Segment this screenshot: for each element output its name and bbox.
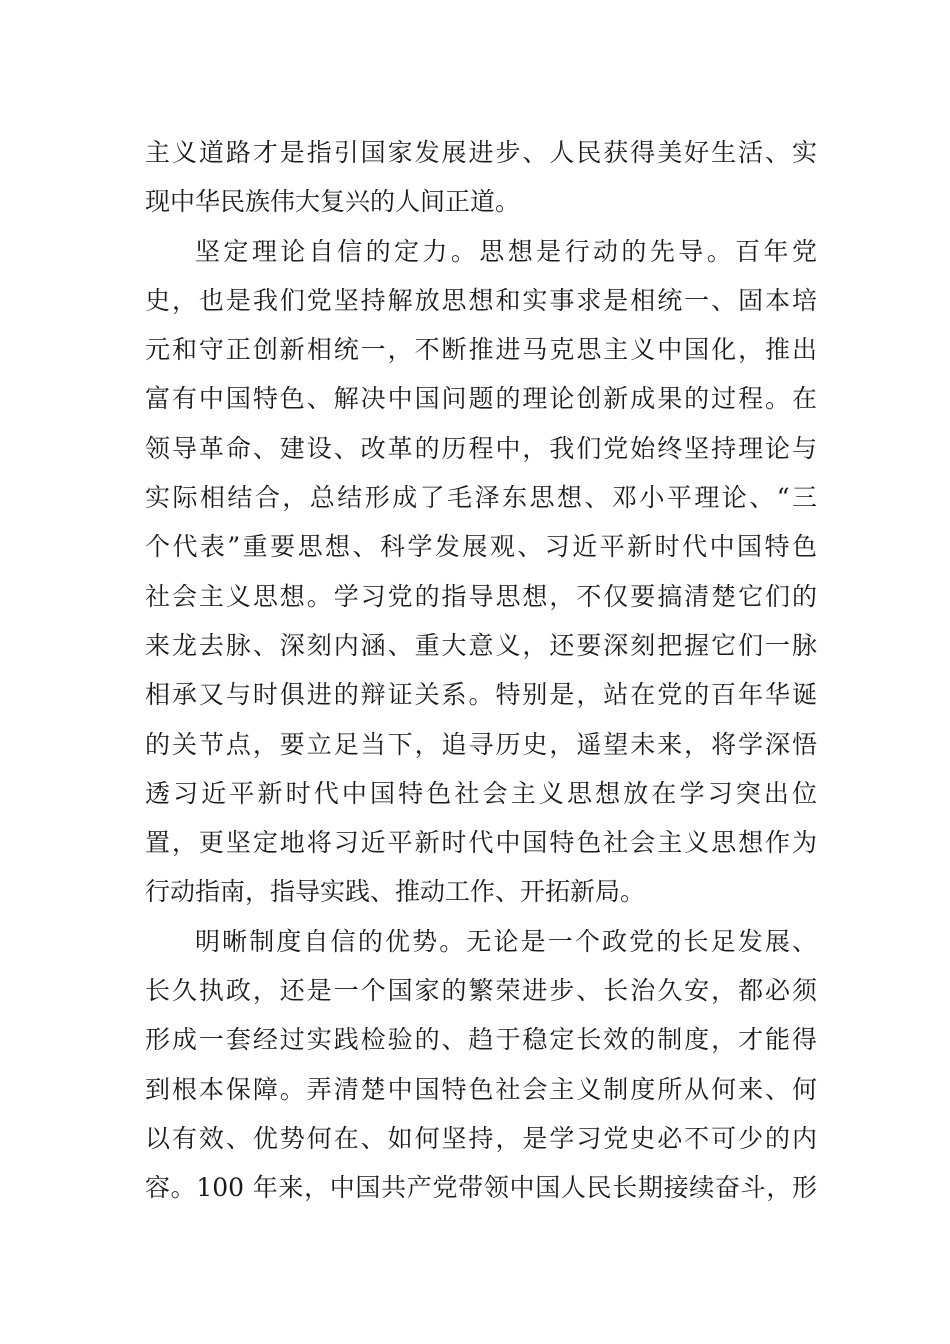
text-line: 实际相结合，总结形成了毛泽东思想、邓小平理论、“三 (145, 483, 817, 513)
text-line: 的关节点，要立足当下，追寻历史，遥望未来，将学深悟 (145, 729, 817, 759)
text-line: 行动指南，指导实践、推动工作、开拓新局。 (145, 877, 646, 907)
text-line: 现中华民族伟大复兴的人间正道。 (145, 187, 521, 217)
text-line: 容。100 年来，中国共产党带领中国人民长期接续奋斗，形 (145, 1173, 817, 1203)
text-line: 领导革命、建设、改革的历程中，我们党始终坚持理论与 (145, 433, 817, 463)
text-line: 明晰制度自信的优势。无论是一个政党的长足发展、 (195, 926, 817, 956)
text-line: 主义道路才是指引国家发展进步、人民获得美好生活、实 (145, 138, 817, 167)
text-line: 到根本保障。弄清楚中国特色社会主义制度所从何来、何 (145, 1074, 817, 1104)
text-line: 富有中国特色、解决中国问题的理论创新成果的过程。在 (145, 384, 817, 414)
text-line: 元和守正创新相统一，不断推进马克思主义中国化，推出 (145, 335, 817, 365)
text-line: 长久执政，还是一个国家的繁荣进步、长治久安，都必须 (145, 976, 817, 1006)
text-line: 史，也是我们党坚持解放思想和实事求是相统一、固本培 (145, 285, 817, 315)
text-line: 形成一套经过实践检验的、趋于稳定长效的制度，才能得 (145, 1025, 817, 1055)
text-line: 来龙去脉、深刻内涵、重大意义，还要深刻把握它们一脉 (145, 630, 817, 660)
text-line: 相承又与时俱进的辩证关系。特别是，站在党的百年华诞 (145, 680, 817, 710)
text-line: 置，更坚定地将习近平新时代中国特色社会主义思想作为 (145, 828, 817, 858)
text-line: 以有效、优势何在、如何坚持，是学习党史必不可少的内 (145, 1123, 817, 1153)
body-text (145, 128, 817, 1213)
text-line: 透习近平新时代中国特色社会主义思想放在学习突出位 (145, 778, 817, 808)
text-line: 坚定理论自信的定力。思想是行动的先导。百年党 (195, 236, 817, 266)
text-line: 个代表”重要思想、科学发展观、习近平新时代中国特色 (145, 532, 817, 562)
text-line: 社会主义思想。学习党的指导思想，不仅要搞清楚它们的 (145, 581, 817, 611)
